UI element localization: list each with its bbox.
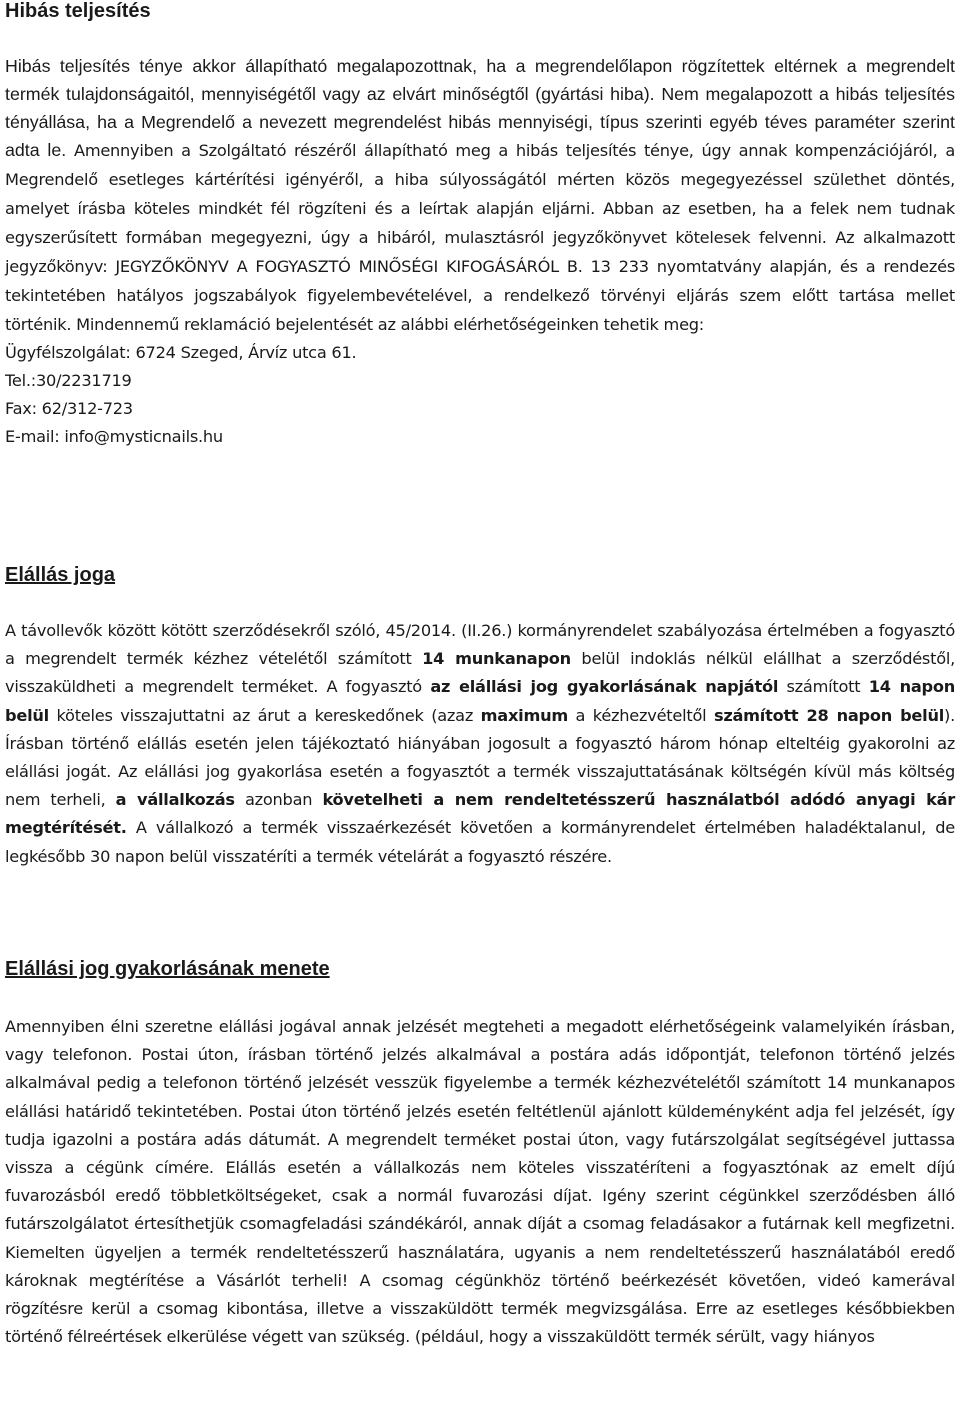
bold-run: számított 28 napon belül: [713, 705, 945, 725]
bold-run: maximum: [480, 705, 568, 725]
elallas-joga-paragraph: [5, 617, 955, 871]
section-elallas-joga: [5, 617, 955, 871]
contact-fax: Fax: 62/312-723: [5, 399, 133, 418]
paragraph-text-arial: Hibás teljesítés ténye akkor állapítható megalapozottnak, ha a megrendelőlapon rögzítettek eltérnek a megrendelt termék tulajdonságaitól, mennyiségétől vagy az elvárt minőségtől (gyártási hiba). Nem megalapozott a hibás teljesítés tényállása, ha a Megrendelő a nevezett megrendelést hibás mennyiségi, típus szerinti egyéb téves paraméter szerint adta le.: [5, 56, 955, 160]
bold-run: követelheti a nem rendeltetésszerű használatból adódó anyagi kár megtérítését.: [5, 790, 955, 838]
section-elallasi-jog-menete: [5, 1013, 955, 1351]
contact-email: E-mail: info@mysticnails.hu: [5, 427, 223, 446]
text-run: A vállalkozó a termék visszaérkezését követően a kormányrendelet értelmében haladéktalanul, de legkésőbb 30 napon belül visszatéríti a termék vételárát a fogyasztó részére.: [5, 818, 955, 866]
elallasi-jog-menete-paragraph: Amennyiben élni szeretne elállási jogával annak jelzését megteheti a megadott elérhetőségeink valamelyikén írásban, vagy telefonon. Postai úton, írásban történő jelzés alkalmával a postára adás időpontját, telefonon történő jelzés alkalmával pedig a telefonon történő jelzését vesszük figyelembe a termék kézhezvételétől számított 14 munkanapos elállási határidő tekintetében. Postai úton történő jelzés esetén feltétlenül ajánlott küldeményként adja fel jelzését, így tudja igazolni a postára adás dátumát. A megrendelt terméket postai úton, vagy futárszolgálat segítségével juttassa vissza a cégünk címére. Elállás esetén a vállalkozás nem köteles visszatéríteni a fogyasztónak az emelt díjú fuvarozásból eredő többletköltségeket, csak a normál fuvarozási díjat. Igény szerint cégünkkel szerződésben álló futárszolgálatot értesíthetjük csomagfeladási szándékáról, annak díját a csomag feladásakor a futárnak kell megfizetni. Kiemelten ügyeljen a termék rendeltetésszerű használatára, ugyanis a nem rendeltetésszerű használatából eredő károknak megtérítése a Vásárlót terheli! A csomag cégünkhöz történő beérkezését követően, videó kamerával rögzítésre kerül a csomag kibontása, illetve a visszaküldött termék megvizsgálása. Erre az esetleges későbbiekben történő félreértések elkerülése végett van szükség. (például, hogy a visszaküldött termék sérült, vagy hiányos: [5, 1017, 955, 1347]
paragraph-text-calibri: Amennyiben a Szolgáltató részéről állapítható meg a hibás teljesítés ténye, úgy annak kompenzációjáról, a Megrendelő esetleges kártérítési igényéről, a hiba súlyosságától mérten közös megegyezéssel születhet döntés, amelyet írásba köteles mindkét fél rögzíteni és a leírtak alapján eljárni. Abban az esetben, ha a felek nem tudnak egyszerűsített formában megegyezni, úgy a hibáról, mulasztásról jegyzőkönyvet kötelesek felvenni. Az alkalmazott jegyzőkönyv: JEGYZŐKÖNYV A FOGYASZTÓ MINŐSÉGI KIFOGÁSÁRÓL B. 13 233 nyomtatvány alapján, és a rendezés tekintetében hatályos jogszabályok figyelembevételével, a rendelkező törvényi eljárás szem előtt tartása mellet történik. Mindennemű reklamáció bejelentését az alábbi elérhetőségeinken tehetik meg:: [5, 141, 956, 334]
hibas-teljesites-paragraph: [5, 52, 955, 339]
section-title-hibas-teljesites: Hibás teljesítés: [5, 0, 151, 22]
contact-block: [5, 339, 955, 451]
text-run: A távollevők között kötött szerződésekről szóló, 45/2014. (II.26.) kormányrendelet szabályozása értelmében a fogyasztó a megrendelt termék kézhez vételétől számított: [5, 621, 955, 669]
contact-address: Ügyfélszolgálat: 6724 Szeged, Árvíz utca 61.: [5, 343, 357, 362]
text-run: ). Írásban történő elállás esetén jelen tájékoztató hiányában jogosult a fogyasztó három hónap elteltéig gyakorolni az elállási jogát. Az elállási jog gyakorlása esetén a fogyasztót a termék visszajuttatásának költségén kívül más költség nem terheli,: [5, 705, 955, 810]
section-title-elallas-joga: Elállás joga: [5, 564, 116, 586]
section-title-elallasi-jog-menete: Elállási jog gyakorlásának menete: [5, 958, 330, 980]
text-run: számított: [778, 677, 869, 697]
section-hibas-teljesites: [5, 52, 955, 451]
text-run: a kézhezvételtől: [567, 705, 714, 725]
bold-run: 14 napon belül: [5, 677, 955, 725]
text-run: belül indoklás nélkül elállhat a szerződéstől, visszaküldheti a megrendelt terméket. A fogyasztó: [5, 649, 956, 697]
contact-phone: Tel.:30/2231719: [5, 371, 132, 390]
text-run: azonban: [234, 790, 323, 810]
bold-run: a vállalkozás: [115, 790, 235, 810]
bold-run: az elállási jog gyakorlásának napjától: [430, 677, 779, 697]
text-run: köteles visszajuttatni az árut a kereskedőnek (azaz: [48, 705, 481, 725]
bold-run: 14 munkanapon: [422, 649, 571, 669]
